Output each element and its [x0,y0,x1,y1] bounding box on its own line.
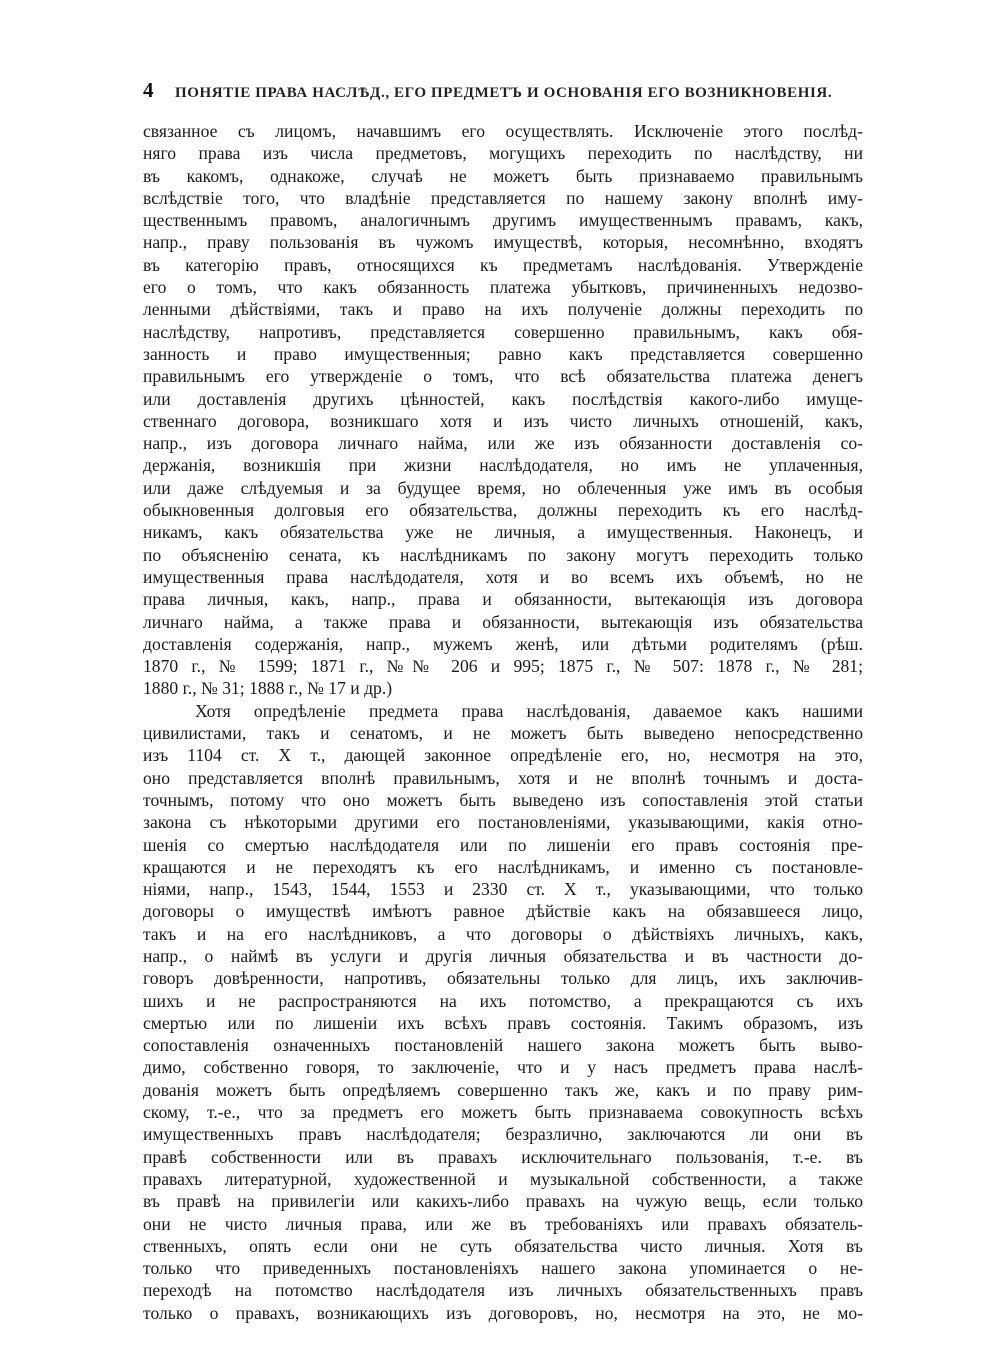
text-line: шенія со смертью наслѣдодателя или по лишеніи его правъ состоянія пре- [143,834,863,855]
text-line: кращаются и не переходятъ къ его наслѣдникамъ, и именно съ постановле- [143,856,863,877]
text-line: только о правахъ, возникающихъ изъ договоровъ, но, несмотря на это, не мо- [143,1302,863,1323]
text-line: наслѣдству, напротивъ, представляется совершенно правильнымъ, какъ обя- [143,321,863,342]
text-line: или доставленія другихъ цѣнностей, какъ послѣдствія какого-либо имуще- [143,388,863,409]
text-line: въ категорію правъ, относящихся къ предметамъ наслѣдованія. Утвержденіе [143,254,863,275]
body-text [143,120,863,1324]
book-page [143,78,863,1324]
text-line: димо, собственно говоря, то заключеніе, что и у насъ предметъ права наслѣ- [143,1057,863,1078]
running-head-title: ПОНЯТІЕ ПРАВА НАСЛѢД., ЕГО ПРЕДМЕТЪ И ОСНОВАНІЯ ЕГО ВОЗНИКНОВЕНІЯ. [175,85,833,101]
text-line: правильнымъ его утвержденіе о томъ, что всѣ обязательства платежа денегъ [143,366,863,387]
text-line: шихъ и не распространяются на ихъ потомство, а прекращаются съ ихъ [143,990,863,1011]
text-line: только что приведенныхъ постановленіяхъ нашего закона упоминается о не- [143,1258,863,1279]
text-line: имущественныя права наслѣдодателя, хотя и во всемъ ихъ объемѣ, но не [143,566,863,587]
paragraph [143,120,863,700]
running-head [143,78,863,102]
text-line: связанное съ лицомъ, начавшимъ его осуществлять. Исключеніе этого послѣд- [143,121,863,141]
text-line: занность и право имущественныя; равно какъ представляется совершенно [143,343,863,364]
text-line: закона съ нѣкоторыми другими его постановленіями, указывающими, какія отно- [143,812,863,833]
text-line: въ правѣ на привилегіи или какихъ-либо правахъ на чужую вещь, если только [143,1191,863,1212]
text-line: ніями, напр., 1543, 1544, 1553 и 2330 ст. X т., указывающими, что только [143,879,863,900]
text-line: точнымъ, потому что оно можетъ быть выведено изъ сопоставленія этой статьи [143,789,863,810]
text-line: щественнымъ правомъ, аналогичнымъ другимъ имущественнымъ правамъ, какъ, [143,210,863,231]
text-line: сопоставленія означенныхъ постановленій нашего закона можетъ быть выво- [143,1035,863,1056]
text-line: никамъ, какъ обязательства уже не личныя, а имущественныя. Наконецъ, и [143,522,863,543]
text-line: смертью или по лишеніи ихъ всѣхъ правъ состоянія. Такимъ образомъ, изъ [143,1012,863,1033]
text-line: вслѣдствіе того, что владѣніе представляется по нашему закону вполнѣ иму- [143,187,863,208]
text-line: Хотя опредѣленіе предмета права наслѣдованія, даваемое какъ нашими [195,700,863,721]
text-line: доставленія содержанія, напр., мужемъ женѣ, или дѣтьми родителямъ (рѣш. [143,633,863,654]
text-line: въ какомъ, однакоже, случаѣ не можетъ быть признаваемо правильнымъ [143,165,863,186]
text-line: изъ 1104 ст. X т., дающей законное опредѣленіе его, но, несмотря на это, [143,745,863,766]
text-line: имущественныхъ правъ наслѣдодателя; безразлично, заключаются ли они въ [143,1124,863,1145]
text-line: няго права изъ числа предметовъ, могущихъ переходить по наслѣдству, ни [143,143,863,164]
text-line: личнаго найма, а также права и обязанности, вытекающія изъ обязательства [143,611,863,632]
text-line: говоръ довѣренности, напротивъ, обязательны только для лицъ, ихъ заключив- [143,968,863,989]
text-line: оно представляется вполнѣ правильнымъ, хотя и не вполнѣ точнымъ и доста- [143,767,863,788]
page-number: 4 [143,78,154,102]
text-line: напр., изъ договора личнаго найма, или же изъ обязанности доставленія со- [143,433,863,454]
text-line: по объясненію сената, къ наслѣдникамъ по закону могутъ переходить только [143,544,863,565]
text-line: дованія можетъ быть опредѣляемъ совершенно такъ же, какъ и по праву рим- [143,1079,863,1100]
text-line: скому, т.-е., что за предметъ его можетъ быть признаваема совокупность всѣхъ [143,1102,863,1123]
text-line: держанія, возникшія при жизни наслѣдодателя, но имъ не уплаченныя, [143,455,863,476]
text-line: ленными дѣйствіями, такъ и право на ихъ полученіе должны переходить по [143,299,863,320]
text-line: его о томъ, что какъ обязанность платежа убытковъ, причиненныхъ недозво- [143,277,863,298]
text-line: переходѣ на потомство наслѣдодателя изъ личныхъ обязательственныхъ правъ [143,1280,863,1301]
text-line: ственныхъ, опять если они не суть обязательства чисто личныя. Хотя въ [143,1235,863,1256]
text-line: 1880 г., № 31; 1888 г., № 17 и др.) [143,678,393,699]
text-line: или даже слѣдуемыя и за будущее время, но облеченныя уже имъ въ особыя [143,477,863,498]
paragraph [143,700,863,1324]
text-line: ственнаго договора, возникшаго хотя и изъ чисто личныхъ отношеній, какъ, [143,410,863,431]
text-line: они не чисто личныя права, или же въ требованіяхъ или правахъ обязатель- [143,1213,863,1234]
text-line: правѣ собственности или въ правахъ исключительнаго пользованія, т.-е. въ [143,1146,863,1167]
text-line: договоры о имуществѣ имѣютъ равное дѣйствіе какъ на обязавшееся лицо, [143,901,863,922]
text-line: обыкновенныя долговыя его обязательства, должны переходить къ его наслѣд- [143,500,863,521]
text-line: цивилистами, такъ и сенатомъ, и не можетъ быть выведено непосредственно [143,723,863,744]
text-line: напр., праву пользованія въ чужомъ имуществѣ, которыя, несомнѣнно, входятъ [143,232,863,253]
text-line: 1870 г., № 1599; 1871 г., №№ 206 и 995; 1875 г., № 507: 1878 г., № 281; [143,656,863,677]
text-line: такъ и на его наслѣдниковъ, а что договоры о дѣйствіяхъ личныхъ, какъ, [143,923,863,944]
text-line: правахъ литературной, художественной и музыкальной собственности, а также [143,1168,863,1189]
text-line: напр., о наймѣ въ услуги и другія личныя обязательства и въ частности до- [143,945,863,966]
text-line: права личныя, какъ, напр., права и обязанности, вытекающія изъ договора [143,589,863,610]
